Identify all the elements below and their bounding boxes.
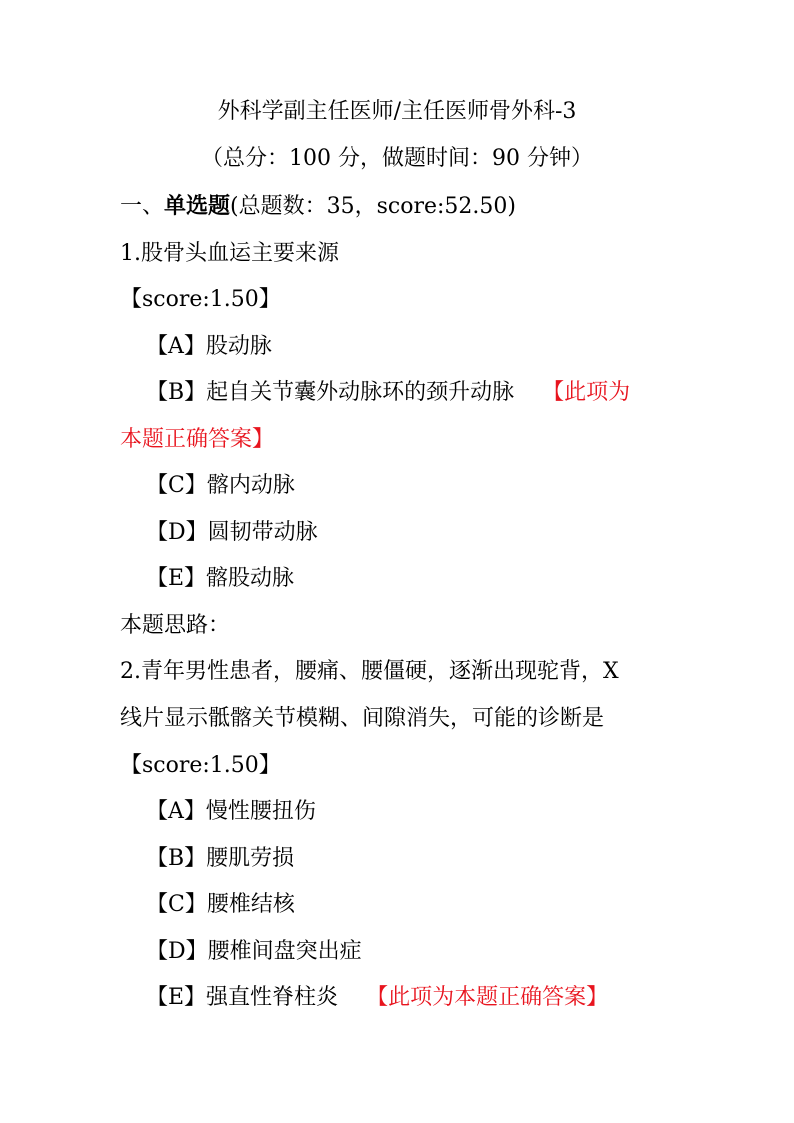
- question-2-option-b: 【B】腰肌劳损: [146, 846, 295, 871]
- question-1-option-b-text: 【B】起自关节囊外动脉环的颈升动脉: [146, 380, 515, 405]
- document-subtitle: （总分：100 分，做题时间：90 分钟）: [201, 146, 593, 171]
- document-title: 外科学副主任医师/主任医师骨外科-3: [217, 99, 577, 124]
- correct-answer-marker-continued: 本题正确答案】: [120, 427, 275, 452]
- question-2-stem-line-1: 2.青年男性患者，腰痛、腰僵硬，逐渐出现驼背，X: [120, 659, 619, 684]
- question-1-score: 【score:1.50】: [120, 287, 281, 312]
- question-1-option-c: 【C】髂内动脉: [146, 473, 295, 498]
- section-heading: [120, 191, 516, 222]
- question-1-option-a: 【A】股动脉: [146, 334, 272, 359]
- correct-answer-marker: 【此项为本题正确答案】: [366, 985, 609, 1010]
- question-2-score: 【score:1.50】: [120, 753, 281, 778]
- question-2-option-e-text: 【E】强直性脊柱炎: [146, 985, 339, 1010]
- question-1-option-d: 【D】圆韧带动脉: [146, 520, 318, 545]
- question-1-option-e: 【E】髂股动脉: [146, 566, 295, 591]
- question-2-option-e: [146, 983, 608, 1013]
- section-name: 单选题: [164, 193, 231, 219]
- question-1-stem: 1.股骨头血运主要来源: [120, 241, 339, 266]
- section-meta: (总题数：35，score:52.50): [230, 194, 516, 219]
- correct-answer-marker: 【此项为: [542, 380, 631, 405]
- question-2-option-a: 【A】慢性腰扭伤: [146, 799, 316, 824]
- section-prefix: 一、: [120, 194, 165, 219]
- question-1-option-b: [146, 378, 630, 408]
- question-2-option-c: 【C】腰椎结核: [146, 892, 295, 917]
- question-1-analysis: 本题思路：: [120, 613, 231, 638]
- question-2-stem-line-2: 线片显示骶髂关节模糊、间隙消失，可能的诊断是: [120, 706, 605, 731]
- question-2-option-d: 【D】腰椎间盘突出症: [146, 939, 362, 964]
